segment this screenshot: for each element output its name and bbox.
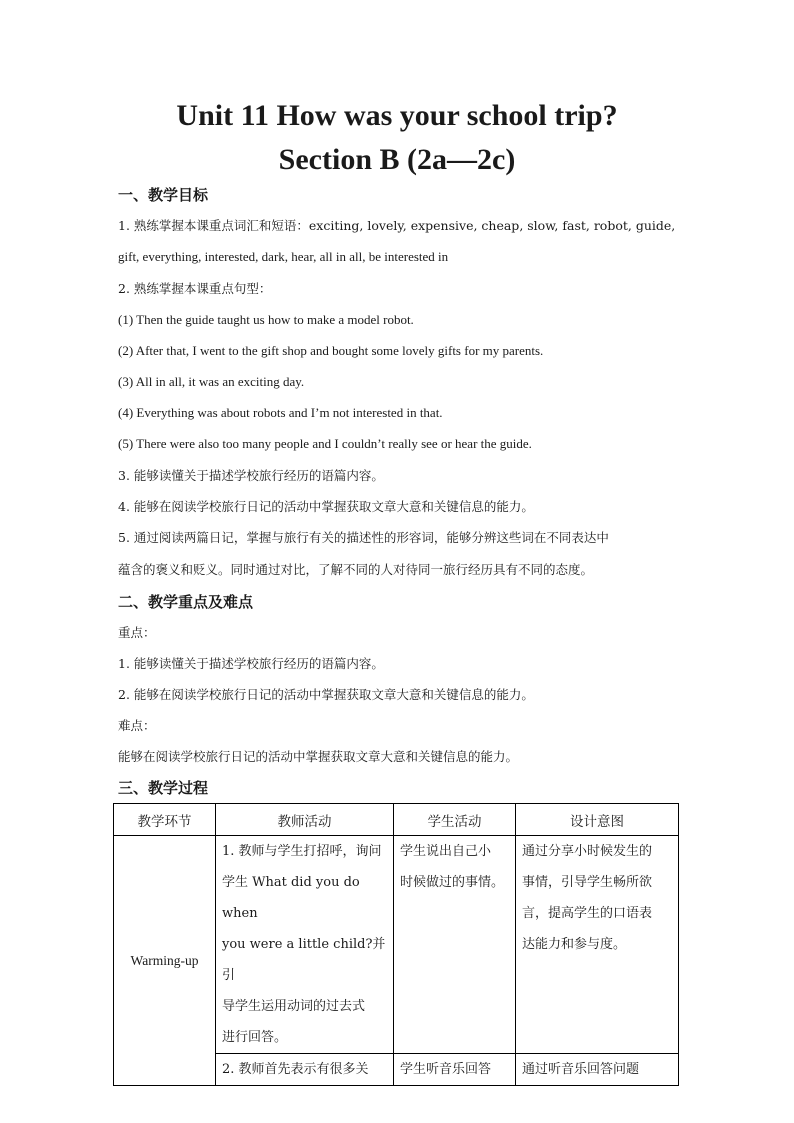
difficulty-label: 难点： — [118, 718, 156, 733]
teacher-line: 导学生运用动词的过去式 — [222, 999, 366, 1014]
sentence-1: (1) Then the guide taught us how to make a model robot. — [118, 312, 414, 327]
purpose-line: 达能力和参与度。 — [522, 937, 627, 952]
objective-5-line-2: 蕴含的褒义和贬义。同时通过对比，了解不同的人对待同一旅行经历具有不同的态度。 — [118, 562, 594, 577]
teacher-line: 学生 What did you do when — [222, 875, 360, 921]
column-header-teacher: 教师活动 — [216, 804, 394, 836]
teacher-line: 2. 教师首先表示有很多关 — [222, 1062, 369, 1077]
student-line: 学生说出自己小 — [400, 844, 492, 859]
purpose-line: 通过分享小时候发生的 — [522, 844, 653, 859]
teacher-activity-cell — [216, 1054, 394, 1086]
teaching-process-table — [113, 803, 679, 1086]
sentence-2: (2) After that, I went to the gift shop and bought some lovely gifts for my parents. — [118, 343, 544, 358]
column-header-student: 学生活动 — [394, 804, 516, 836]
document-title: Unit 11 How was your school trip? — [176, 99, 618, 132]
purpose-line: 言，提高学生的口语表 — [522, 906, 653, 921]
column-header-purpose: 设计意图 — [516, 804, 679, 836]
sentence-5: (5) There were also too many people and I couldn’t really see or hear the guide. — [118, 436, 532, 451]
process-heading: 三、教学过程 — [118, 779, 209, 797]
key-label: 重点： — [118, 625, 156, 640]
purpose-cell — [516, 836, 679, 1054]
keypoints-heading: 二、教学重点及难点 — [118, 593, 254, 611]
student-activity-cell — [394, 836, 516, 1054]
difficulty-1: 能够在阅读学校旅行日记的活动中掌握获取文章大意和关键信息的能力。 — [118, 749, 519, 764]
purpose-cell — [516, 1054, 679, 1086]
objective-2: 2. 熟练掌握本课重点句型： — [118, 281, 272, 296]
student-activity-cell — [394, 1054, 516, 1086]
objective-1-line-1: 1. 熟练掌握本课重点词汇和短语：exciting, lovely, expensive, cheap, slow, fast, robot, guide, — [118, 218, 676, 233]
objective-3: 3. 能够读懂关于描述学校旅行经历的语篇内容。 — [118, 468, 384, 483]
purpose-line: 事情，引导学生畅所欲 — [522, 875, 653, 890]
purpose-line: 通过听音乐回答问题 — [522, 1062, 640, 1077]
column-header-stage: 教学环节 — [114, 804, 216, 836]
key-point-1: 1. 能够读懂关于描述学校旅行经历的语篇内容。 — [118, 656, 384, 671]
teacher-line: 1. 教师与学生打招呼，询问 — [222, 844, 382, 859]
key-point-2: 2. 能够在阅读学校旅行日记的活动中掌握获取文章大意和关键信息的能力。 — [118, 687, 534, 702]
objective-4: 4. 能够在阅读学校旅行日记的活动中掌握获取文章大意和关键信息的能力。 — [118, 499, 534, 514]
student-line: 时候做过的事情。 — [400, 875, 505, 890]
teacher-line: 进行回答。 — [222, 1030, 288, 1045]
sentence-3: (3) All in all, it was an exciting day. — [118, 374, 305, 389]
objective-1-line-2: gift, everything, interested, dark, hear, all in all, be interested in — [118, 249, 449, 264]
sentence-4: (4) Everything was about robots and I’m not interested in that. — [118, 405, 443, 420]
document-subtitle: Section B (2a—2c) — [278, 143, 516, 176]
table-row — [114, 836, 679, 1054]
objective-5-line-1: 5. 通过阅读两篇日记，掌握与旅行有关的描述性的形容词，能够分辨这些词在不同表达中 — [118, 530, 609, 545]
teacher-activity-cell — [216, 836, 394, 1054]
student-line: 学生听音乐回答 — [400, 1062, 492, 1077]
table-header-row — [114, 804, 679, 836]
teacher-line: you were a little child?并引 — [222, 937, 386, 983]
stage-cell: Warming-up — [114, 836, 216, 1086]
objectives-heading: 一、教学目标 — [118, 186, 209, 204]
